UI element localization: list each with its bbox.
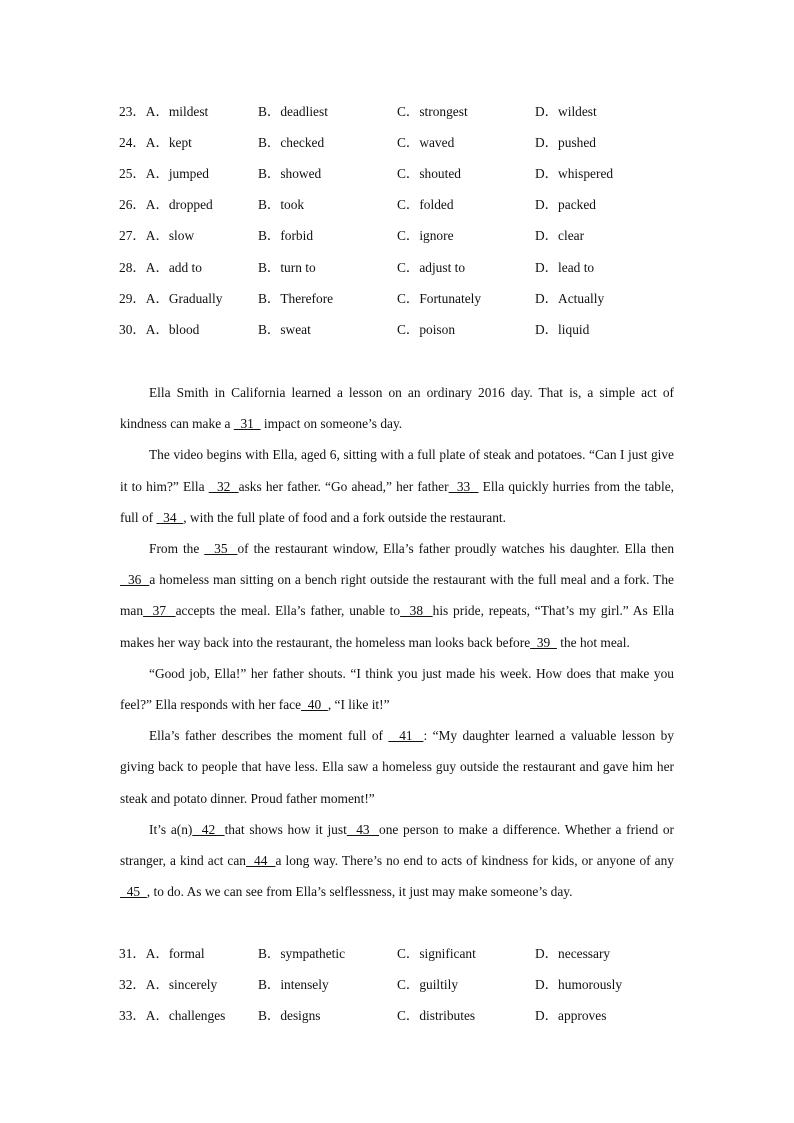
option-b: B．forbid xyxy=(258,228,314,243)
option-row-27 xyxy=(0,226,794,246)
option-c: C．waved xyxy=(397,135,455,150)
option-row-31 xyxy=(0,944,794,964)
option-a: 25．A．jumped xyxy=(119,166,210,181)
blank-43: 43 xyxy=(346,821,380,837)
option-b: B．designs xyxy=(258,1008,321,1023)
text: impact on someone’s day. xyxy=(260,416,403,432)
option-d: D．pushed xyxy=(535,135,596,150)
option-c: C．distributes xyxy=(397,1008,476,1023)
text: asks her father. “Go ahead,” her father xyxy=(238,478,449,494)
option-row-23 xyxy=(0,102,794,122)
text: “Good job, Ella!” her father shouts. “I think you just made his week. How does that make you feel?” Ella responds with her face xyxy=(120,665,674,713)
blank-31: 31 xyxy=(233,416,261,432)
text: his pride, repeats, “That’s my girl.” As Ella makes her way back into the restaurant, the homeless man looks back before xyxy=(120,603,675,650)
option-c: C．adjust to xyxy=(397,260,466,275)
paragraph-1 xyxy=(120,377,674,439)
text: Ella quickly hurries from the table, full of xyxy=(120,478,675,525)
option-a: 31．A．formal xyxy=(119,946,205,961)
paragraph-6 xyxy=(120,814,674,908)
option-b: B．showed xyxy=(258,166,322,181)
option-c: C．folded xyxy=(397,197,454,212)
option-b: B．turn to xyxy=(258,260,316,275)
blank-34: 34 xyxy=(156,509,184,525)
option-row-25 xyxy=(0,164,794,184)
option-d: D．packed xyxy=(535,197,596,212)
option-d: D．whispered xyxy=(535,166,614,181)
option-d: D．liquid xyxy=(535,322,590,337)
option-d: D．humorously xyxy=(535,977,623,992)
blank-37: 37 xyxy=(143,603,176,619)
option-c: C．ignore xyxy=(397,228,454,243)
text: that shows how it just xyxy=(224,821,347,837)
blank-33: 33 xyxy=(448,478,479,494)
option-b: B．sweat xyxy=(258,322,311,337)
option-row-29 xyxy=(0,289,794,309)
option-row-26 xyxy=(0,195,794,215)
blank-45: 45 xyxy=(120,884,147,900)
option-b: B．sympathetic xyxy=(258,946,346,961)
text: accepts the meal. Ella’s father, unable to xyxy=(175,603,401,619)
text: the hot meal. xyxy=(556,634,630,650)
blank-38: 38 xyxy=(400,603,433,619)
option-c: C．poison xyxy=(397,322,456,337)
option-b: B．Therefore xyxy=(258,291,334,306)
text: : “My daughter learned a valuable lesson by giving back to people that have less. Ella saw a homeless guy outside the restaurant and gave him her steak and potato dinner. Proud father moment!” xyxy=(120,728,674,806)
text: , with the full plate of food and a fork outside the restaurant. xyxy=(183,509,507,525)
option-d: D．lead to xyxy=(535,260,595,275)
option-row-30 xyxy=(0,320,794,340)
option-row-33 xyxy=(0,1006,794,1026)
option-a: 32．A．sincerely xyxy=(119,977,218,992)
text: It’s a(n) xyxy=(149,821,193,837)
blank-36: 36 xyxy=(120,572,150,588)
text: a homeless man sitting on a bench right outside the restaurant with the full meal and a fork. The man xyxy=(120,572,674,619)
paragraph-3 xyxy=(120,533,674,658)
blank-42: 42 xyxy=(192,821,225,837)
option-a: 30．A．blood xyxy=(119,322,200,337)
option-d: D．approves xyxy=(535,1008,607,1023)
option-a: 26．A．dropped xyxy=(119,197,213,212)
option-c: C．significant xyxy=(397,946,476,961)
option-c: C．Fortunately xyxy=(397,291,482,306)
option-a: 24．A．kept xyxy=(119,135,192,150)
option-d: D．wildest xyxy=(535,104,597,119)
text: Ella’s father describes the moment full of xyxy=(149,728,389,744)
text: , “I like it!” xyxy=(327,697,390,713)
blank-32: 32 xyxy=(208,478,239,494)
text: one person to make a difference. Whether a friend or stranger, a kind act can xyxy=(120,821,675,869)
option-b: B．took xyxy=(258,197,305,212)
option-a: 33．A．challenges xyxy=(119,1008,226,1023)
text: Ella Smith in California learned a lesson on an ordinary 2016 day. That is, a simple act of kindness can make a xyxy=(120,385,674,432)
text: , to do. As we can see from Ella’s selflessness, it just may make someone’s day. xyxy=(146,884,573,900)
option-a: 29．A．Gradually xyxy=(119,291,223,306)
option-row-24 xyxy=(0,133,794,153)
option-a: 23．A．mildest xyxy=(119,104,209,119)
option-d: D．necessary xyxy=(535,946,611,961)
text: a long way. There’s no end to acts of kindness for kids, or anyone of any xyxy=(275,853,674,869)
option-row-28 xyxy=(0,258,794,278)
option-d: D．clear xyxy=(535,228,585,243)
text: The video begins with Ella, aged 6, sitting with a full plate of steak and potatoes. “Can I just give it to him?” Ella xyxy=(120,447,674,494)
option-d: D．Actually xyxy=(535,291,605,306)
option-a: 27．A．slow xyxy=(119,228,195,243)
option-c: C．shouted xyxy=(397,166,461,181)
option-row-32 xyxy=(0,975,794,995)
blank-40: 40 xyxy=(301,697,328,713)
paragraph-5 xyxy=(120,720,674,814)
blank-44: 44 xyxy=(246,853,276,869)
option-b: B．checked xyxy=(258,135,325,150)
text: From the xyxy=(149,541,205,557)
option-a: 28．A．add to xyxy=(119,260,202,275)
option-b: B．deadliest xyxy=(258,104,328,119)
option-c: C．guiltily xyxy=(397,977,459,992)
blank-39: 39 xyxy=(530,634,557,650)
option-b: B．intensely xyxy=(258,977,329,992)
cloze-passage xyxy=(120,377,674,907)
paragraph-2 xyxy=(120,439,674,533)
option-c: C．strongest xyxy=(397,104,468,119)
text: of the restaurant window, Ella’s father proudly watches his daughter. Ella then xyxy=(237,541,675,557)
paragraph-4 xyxy=(120,658,674,720)
blank-41: 41 xyxy=(388,728,424,744)
blank-35: 35 xyxy=(204,541,238,557)
